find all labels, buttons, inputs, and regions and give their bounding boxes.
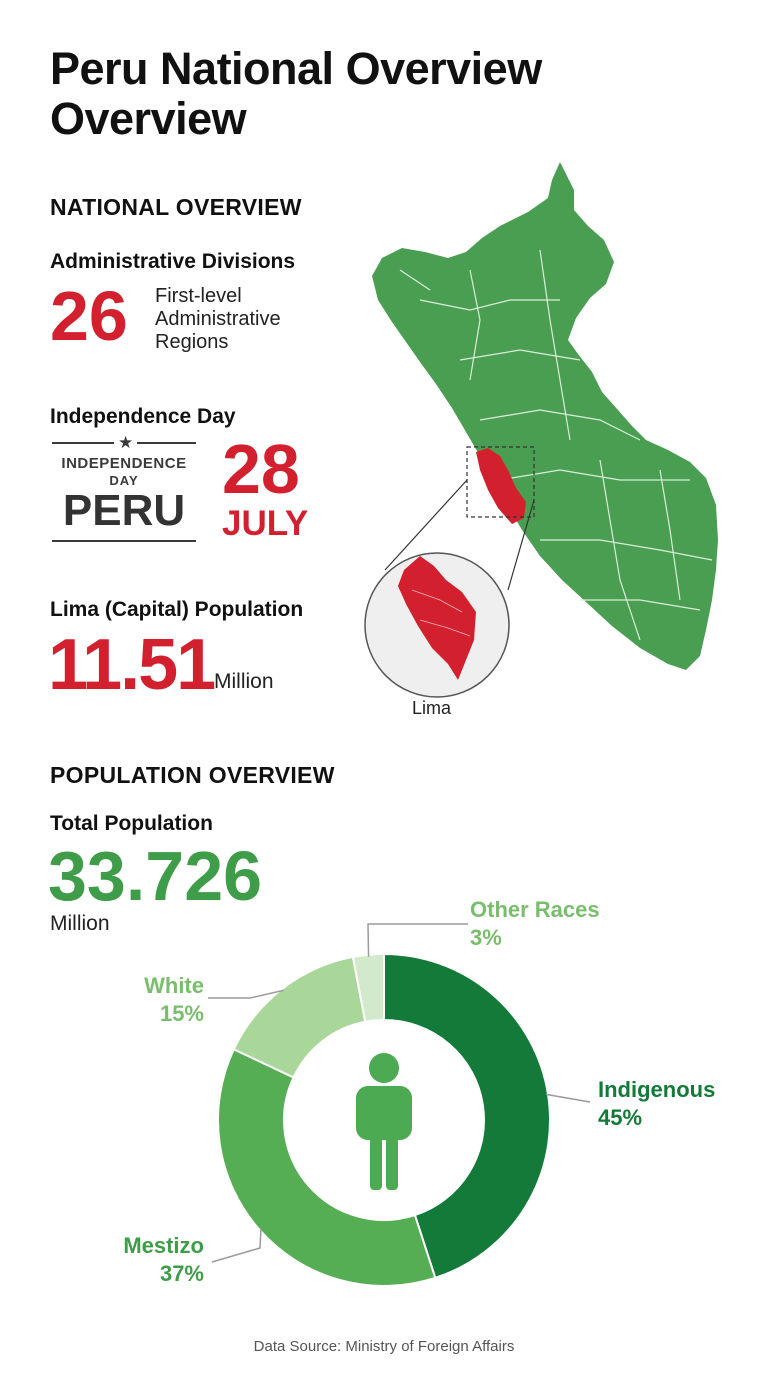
segment-value-mestizo: 37%: [159, 1261, 204, 1286]
independence-day-date: 28: [222, 430, 300, 508]
person-icon: [356, 1053, 412, 1190]
leader-line-mestizo: [212, 1228, 261, 1262]
segment-name-other-races: Other Races: [470, 897, 600, 922]
admin-desc-line-1: First-level: [155, 285, 242, 307]
segment-label-white: [118, 972, 204, 1028]
leader-line-other-races: [368, 924, 468, 957]
badge-line-3: PERU: [62, 486, 186, 535]
national-overview-heading: NATIONAL OVERVIEW: [50, 194, 302, 220]
admin-desc-line-2: Administrative: [155, 308, 281, 330]
segment-name-indigenous: Indigenous: [598, 1077, 716, 1102]
lima-population-value: 11.51: [48, 625, 215, 705]
lima-population-unit: Million: [214, 670, 274, 693]
segment-label-mestizo: [118, 1232, 204, 1288]
segment-value-white: 15%: [159, 1001, 204, 1026]
admin-desc-line-3: Regions: [155, 331, 229, 353]
donut-segment-white: [234, 957, 365, 1077]
segment-value-indigenous: 45%: [598, 1105, 643, 1130]
admin-divisions-label: Administrative Divisions: [50, 250, 296, 273]
total-population-value: 33.726: [48, 837, 263, 915]
title-line-2: Overview: [50, 93, 247, 144]
segment-name-mestizo: Mestizo: [123, 1233, 204, 1258]
lima-map-label: Lima: [412, 698, 452, 718]
independence-day-label: Independence Day: [50, 405, 236, 428]
segment-label-indigenous: [598, 1076, 715, 1132]
segment-label-other-races: [470, 896, 600, 952]
segment-name-white: White: [144, 973, 204, 998]
population-overview-heading: POPULATION OVERVIEW: [50, 762, 335, 788]
admin-divisions-value: 26: [50, 277, 128, 355]
segment-value-other-races: 3%: [470, 925, 502, 950]
lima-population-label: Lima (Capital) Population: [50, 598, 304, 621]
data-source: Data Source: Ministry of Foreign Affairs: [253, 1338, 515, 1355]
independence-day-month: JULY: [222, 504, 309, 543]
total-population-label: Total Population: [50, 812, 213, 835]
leader-line-indigenous: [546, 1094, 590, 1102]
badge-line-2: DAY: [109, 473, 139, 488]
star-icon: ★: [114, 433, 137, 453]
badge-line-1: INDEPENDENCE: [61, 455, 187, 472]
title-line-1: Peru National Overview: [50, 43, 542, 94]
total-population-unit: Million: [50, 912, 110, 935]
